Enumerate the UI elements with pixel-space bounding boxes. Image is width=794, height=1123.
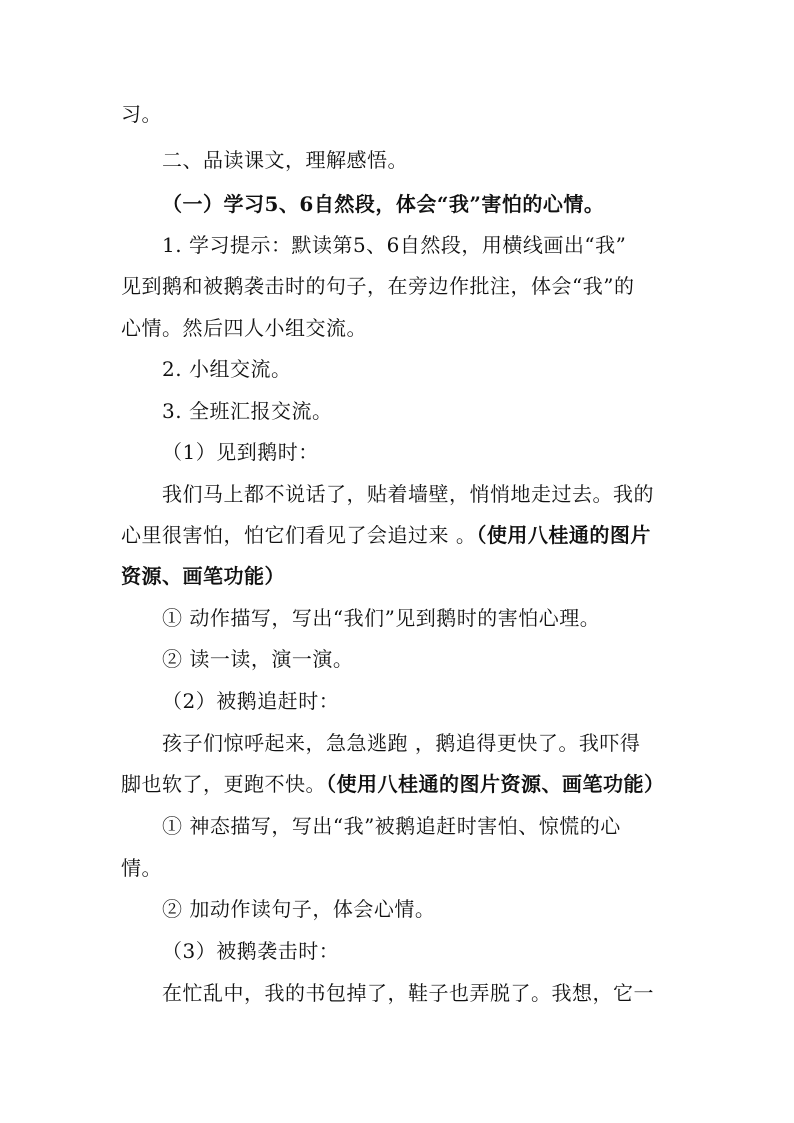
paragraph-line: 见到鹅和被鹅袭击时的句子，在旁边作批注，体会“我”的 bbox=[121, 274, 635, 298]
section-heading: 二、品读课文，理解感悟。 bbox=[162, 148, 408, 172]
sub-list-item: （1）见到鹅时： bbox=[162, 440, 319, 464]
quote-line bbox=[121, 771, 681, 797]
paragraph-line: 1. 学习提示：默读第5、6自然段，用横线画出“我” bbox=[162, 233, 627, 257]
list-item: 2. 小组交流。 bbox=[162, 357, 292, 381]
analysis-item-continuation: 情。 bbox=[121, 856, 162, 880]
sub-list-item: （2）被鹅追赶时： bbox=[162, 689, 340, 713]
quote-line: 我们马上都不说话了，贴着墙壁，悄悄地走过去。我的 bbox=[162, 482, 654, 506]
tool-note: （使用八桂通的图片资源、画笔功能） bbox=[326, 772, 665, 796]
analysis-item: ② 加动作读句子，体会心情。 bbox=[162, 897, 436, 921]
quote-line: 孩子们惊呼起来，急急逃跑 ，鹅追得更快了。我吓得 bbox=[162, 731, 641, 755]
tool-note-continuation: 资源、画笔功能） bbox=[121, 564, 285, 588]
analysis-item: ② 读一读，演一演。 bbox=[162, 647, 354, 671]
quote-text: 心里很害怕，怕它们看见了会追过来 。 bbox=[121, 523, 477, 547]
quote-text: 脚也软了，更跑不快。 bbox=[121, 772, 326, 796]
paragraph-line: 习。 bbox=[121, 102, 162, 126]
paragraph-line: 心情。然后四人小组交流。 bbox=[121, 316, 367, 340]
analysis-item: ① 神态描写，写出“我”被鹅追赶时害怕、惊慌的心 bbox=[162, 814, 621, 838]
quote-line: 在忙乱中，我的书包掉了，鞋子也弄脱了。我想，它一 bbox=[162, 981, 654, 1005]
quote-line bbox=[121, 522, 681, 548]
subsection-heading: （一）学习5、6自然段，体会“我”害怕的心情。 bbox=[162, 192, 605, 216]
list-item: 3. 全班汇报交流。 bbox=[162, 399, 333, 423]
analysis-item: ① 动作描写，写出“我们”见到鹅时的害怕心理。 bbox=[162, 606, 601, 630]
sub-list-item: （3）被鹅袭击时： bbox=[162, 939, 340, 963]
tool-note: （使用八桂通的图片 bbox=[476, 523, 651, 547]
